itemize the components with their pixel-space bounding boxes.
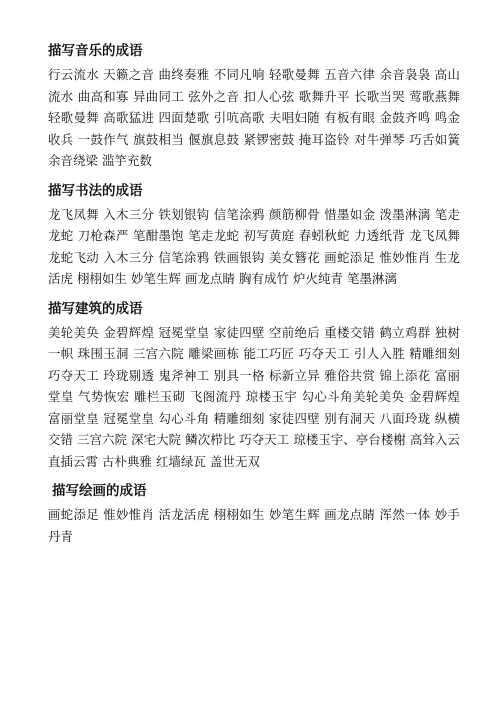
section-heading: 描写绘画的成语 <box>52 483 147 499</box>
idiom-list: 美轮美奂 金碧辉煌 冠冕堂皇 家徒四壁 空前绝后 重楼交错 鹤立鸡群 独树一帜 珠围玉洞 三宫六院 雕梁画栋 能工巧匠 巧夺天工 引人入胜 精雕细刻 巧夺天工 玲珑剔透 鬼斧神工 别具一格 标新立异 雅俗共赏 锦上添花 富丽堂皇 气势恢宏 雕栏玉砌 飞阁流丹 琼楼玉宇 勾心斗角美轮美奂 金碧辉煌 富丽堂皇 冠冕堂皇 勾心斗角 精雕细刻 家徒四壁 别有洞天 八面玲珑 纵横交错 三宫六院 深宅大院 鳞次栉比 巧夺天工 琼楼玉宇、亭台楼榭 高耸入云 直插云霄 古朴典雅 红墙绿瓦 盖世无双 <box>48 324 460 469</box>
section-architecture <box>48 298 460 473</box>
section-heading: 描写书法的成语 <box>48 182 143 199</box>
idiom-list: 龙飞凤舞 入木三分 铁划银钩 信笔涂鸦 颜筋柳骨 惜墨如金 泼墨淋漓 笔走龙蛇 刀枪森严 笔酣墨饱 笔走龙蛇 初写黄庭 春蚓秋蛇 力透纸背 龙飞凤舞 龙蛇飞动 入木三分 信笔涂鸦 铁画银钩 美女簪花 画蛇添足 惟妙惟肖 生龙活虎 栩栩如生 妙笔生辉 画龙点睛 胸有成竹 炉火纯青 笔墨淋漓 <box>48 206 460 286</box>
idiom-list: 画蛇添足 惟妙惟肖 活龙活虎 栩栩如生 妙笔生辉 画龙点睛 浑然一体 妙手丹青 <box>48 507 460 544</box>
document-page <box>48 40 460 552</box>
section-music <box>48 40 460 172</box>
section-heading: 描写建筑的成语 <box>48 300 143 317</box>
section-calligraphy <box>48 180 460 290</box>
section-heading: 描写音乐的成语 <box>48 43 143 59</box>
section-painting <box>48 480 460 547</box>
idiom-list: 行云流水 天籁之音 曲终奏雅 不同凡响 轻歌曼舞 五音六律 余音袅袅 高山流水 曲高和寡 异曲同工 弦外之音 扣人心弦 歌舞升平 长歌当哭 莺歌燕舞 轻歌曼舞 高歌猛进 四面楚歌 引吭高歌 夫唱妇随 有板有眼 金鼓齐鸣 鸣金收兵 一鼓作气 旗鼓相当 偃旗息鼓 紧锣密鼓 掩耳盗铃 对牛弹琴 巧舌如簧 余音绕梁 滥竽充数 <box>48 67 460 168</box>
